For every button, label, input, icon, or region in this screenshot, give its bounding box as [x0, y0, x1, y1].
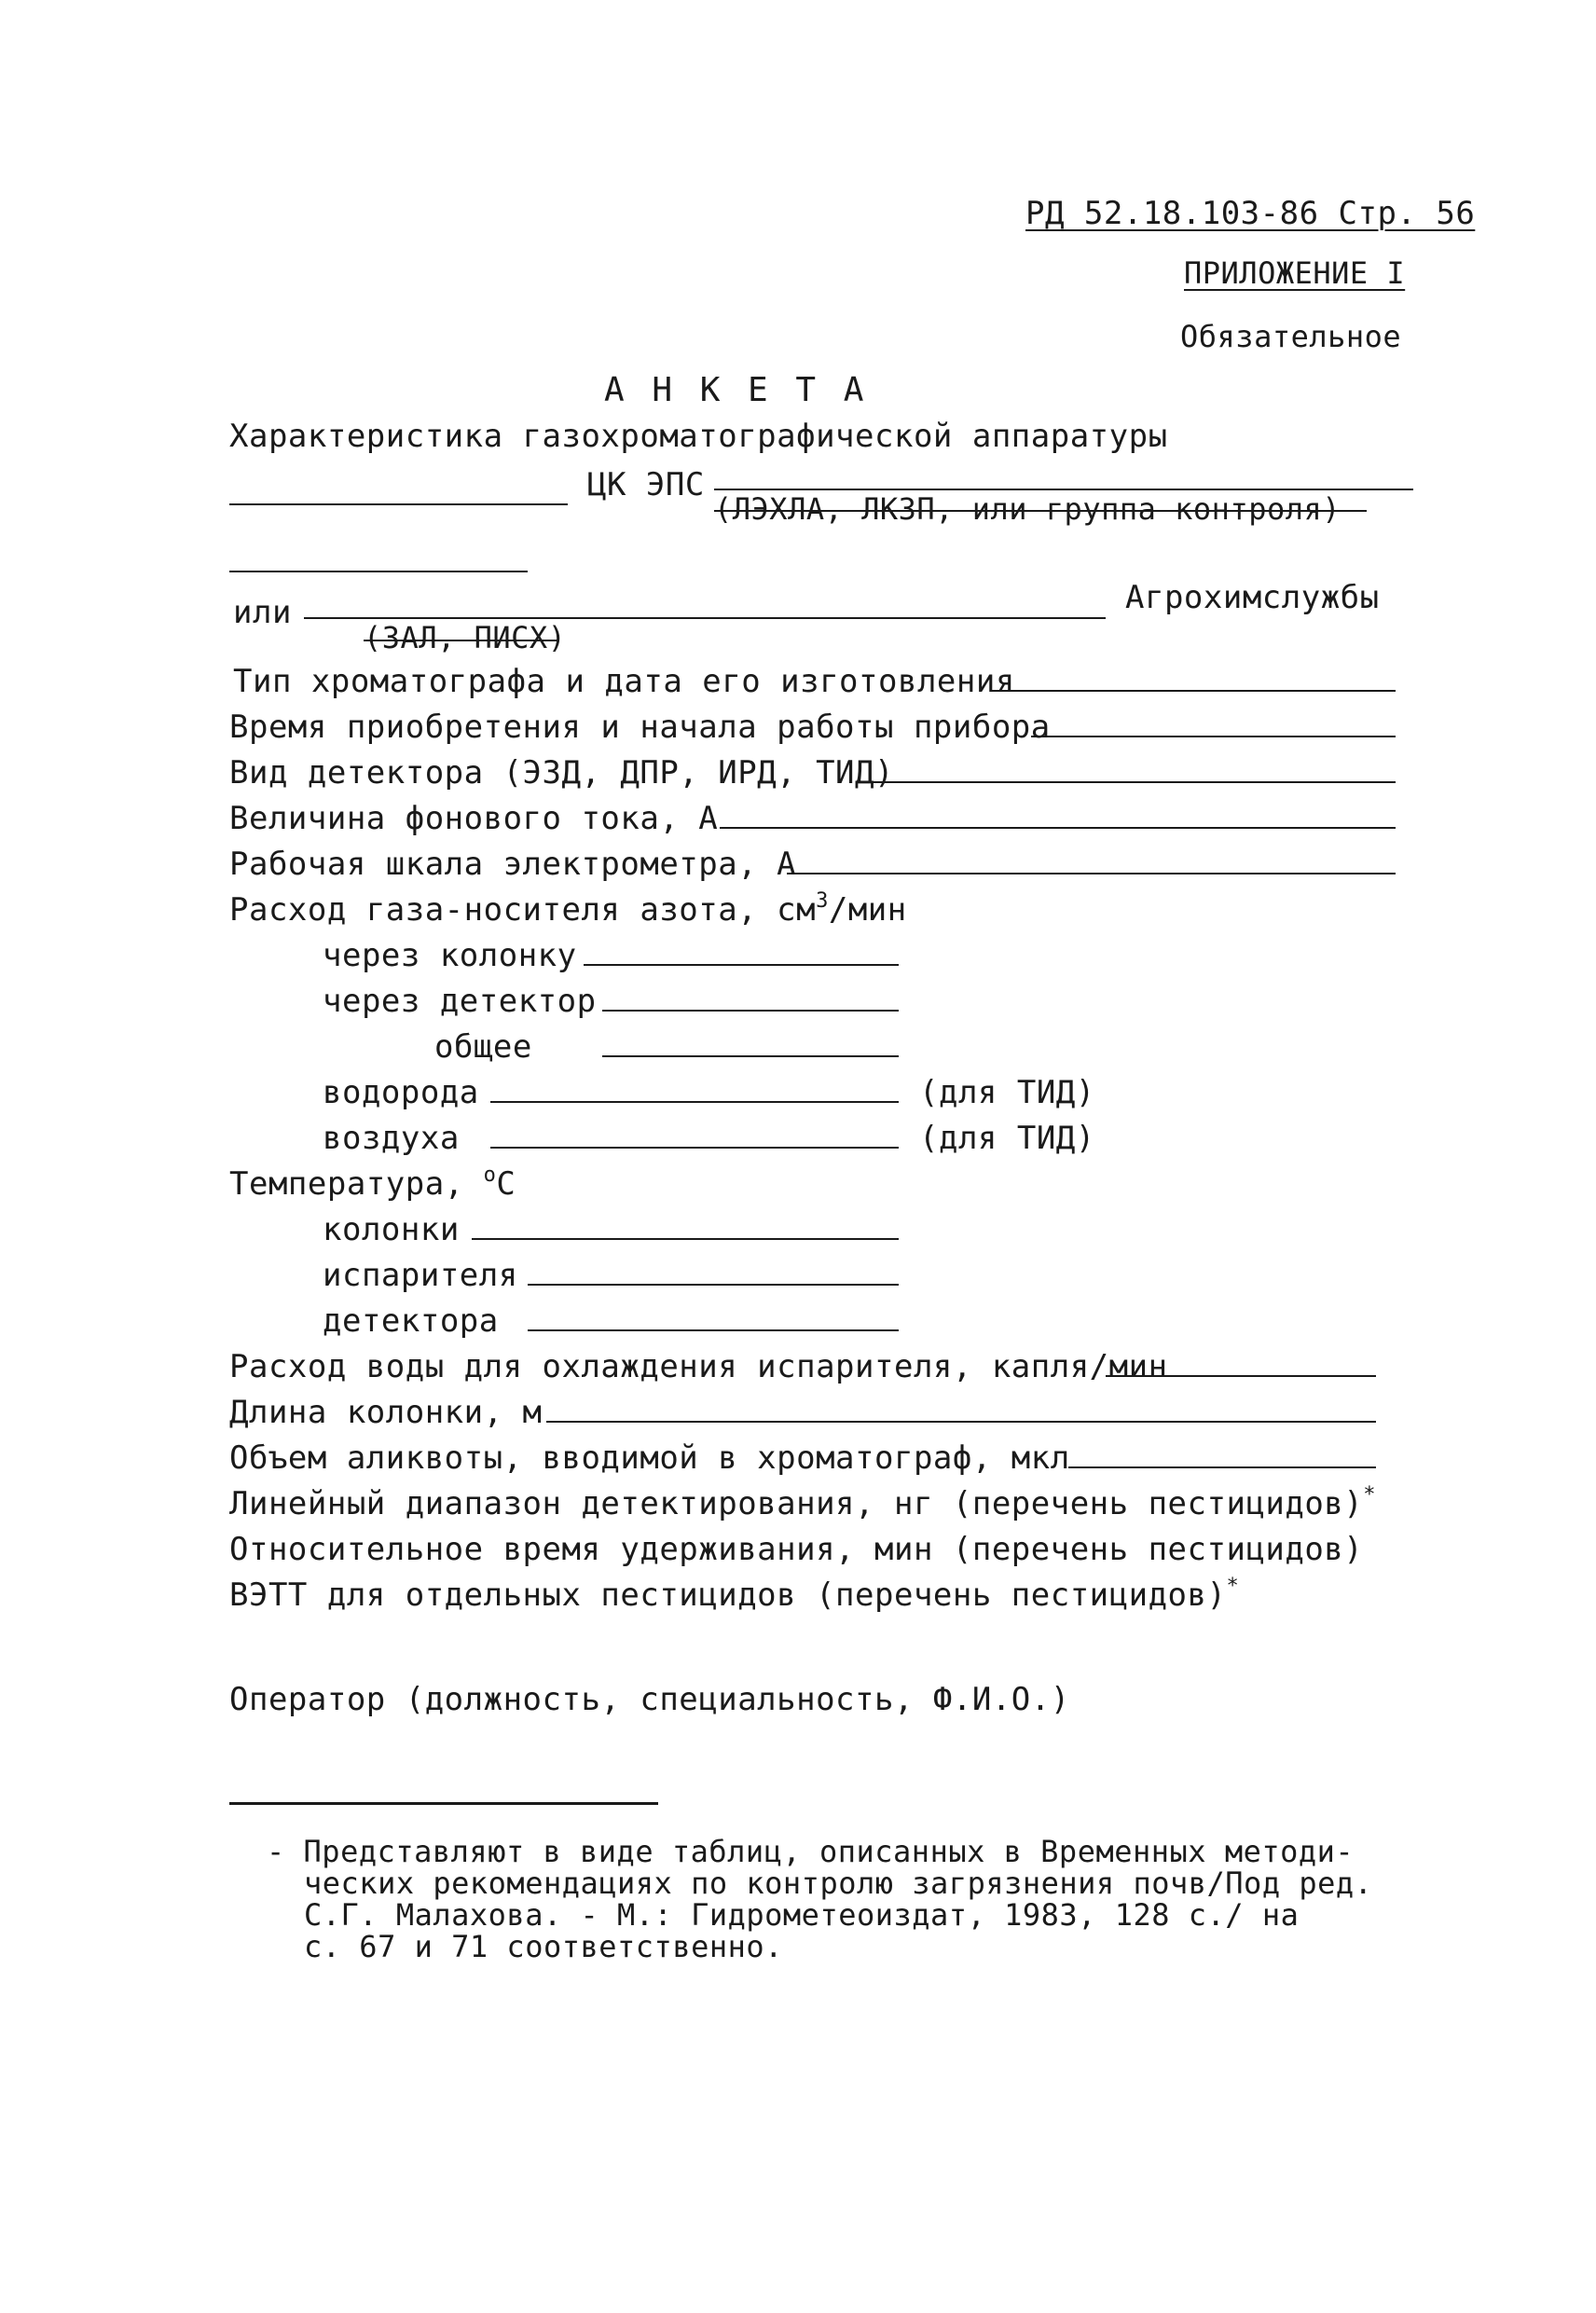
- or-label: или: [233, 594, 292, 631]
- footnote-separator: [229, 1802, 658, 1805]
- cts-type-line: [714, 489, 1413, 490]
- agro-hint-strike: [364, 640, 559, 641]
- footnote-line-4: с. 67 и 71 соответственно.: [304, 1929, 783, 1964]
- via-column-input[interactable]: [584, 964, 899, 966]
- work-scale-input[interactable]: [787, 873, 1396, 874]
- field-via-detector: через детектор: [323, 983, 597, 1020]
- field-total: общее: [434, 1028, 532, 1066]
- page-subtitle: Характеристика газохроматографической аппаратуры: [229, 418, 1168, 455]
- agro-label: Агрохимслужбы: [1125, 579, 1380, 616]
- field-column: колонки: [323, 1211, 460, 1248]
- column-length-input[interactable]: [546, 1421, 1376, 1423]
- field-via-column: через колонку: [323, 937, 577, 974]
- field-work-scale: Рабочая шкала электрометра, А: [229, 846, 797, 883]
- field-aliquot: Объем аликвоты, вводимой в хроматограф, мкл: [229, 1439, 1070, 1477]
- field-detector-type: Вид детектора (ЭЗД, ДПР, ИРД, ТИД): [229, 754, 894, 792]
- field-hydrogen: водорода: [323, 1074, 479, 1111]
- cts-hint: (ЛЭХЛА, ЛКЗП, или группа контроля): [714, 491, 1341, 527]
- document-reference: РД 52.18.103-86 Стр. 56: [1025, 195, 1476, 232]
- footnote-line-1: - Представляют в виде таблиц, описанных в Временных методи-: [267, 1834, 1355, 1869]
- field-linear-range: Линейный диапазон детектирования, нг (перечень пестицидов)*: [229, 1483, 1376, 1522]
- cts-hint-strike: [714, 510, 1367, 512]
- field-chrom-type: Тип хроматографа и дата его изготовления: [233, 663, 1015, 700]
- cts-label: ЦК ЭПС: [587, 466, 705, 503]
- chrom-type-input[interactable]: [990, 690, 1396, 692]
- field-evaporator: испарителя: [323, 1257, 518, 1294]
- aliquot-input[interactable]: [1068, 1466, 1376, 1468]
- agro-top-line: [229, 571, 528, 572]
- field-gas-flow: Расход газа-носителя азота, $см^3$/мин: [229, 889, 907, 929]
- agro-name-line: [304, 617, 1106, 619]
- appendix-label: ПРИЛОЖЕНИЕ I: [1184, 255, 1406, 291]
- hydrogen-input[interactable]: [490, 1101, 899, 1103]
- water-flow-input[interactable]: [1106, 1375, 1376, 1377]
- column-temp-input[interactable]: [472, 1238, 899, 1240]
- acq-time-input[interactable]: [1031, 736, 1396, 737]
- detector-temp-input[interactable]: [528, 1329, 899, 1331]
- field-water-flow: Расход воды для охлаждения испарителя, капля/мин: [229, 1348, 1168, 1385]
- hydrogen-for-tid: (для ТИД): [919, 1074, 1095, 1111]
- air-for-tid: (для ТИД): [919, 1120, 1095, 1157]
- operator-label: Оператор (должность, специальность, Ф.И.О.): [229, 1681, 1070, 1718]
- field-vett: ВЭТТ для отдельных пестицидов (перечень пестицидов)*: [229, 1575, 1240, 1614]
- air-input[interactable]: [490, 1147, 899, 1149]
- field-bg-current: Величина фонового тока, А: [229, 800, 719, 837]
- field-detector: детектора: [323, 1302, 499, 1340]
- bg-current-input[interactable]: [720, 827, 1396, 829]
- cts-name-line: [229, 503, 568, 505]
- field-column-length: Длина колонки, м: [229, 1394, 543, 1431]
- field-acq-time: Время приобретения и начала работы прибора: [229, 709, 1051, 746]
- agro-hint: (ЗАЛ, ПИСХ): [364, 620, 567, 655]
- evaporator-temp-input[interactable]: [528, 1284, 899, 1286]
- status-label: Обязательное: [1180, 319, 1402, 354]
- detector-type-input[interactable]: [861, 781, 1396, 783]
- field-temperature: Температура, $^о$С: [229, 1163, 516, 1203]
- footnote-line-3: С.Г. Малахова. - М.: Гидрометеоиздат, 1983, 128 с./ на: [304, 1897, 1300, 1933]
- total-input[interactable]: [602, 1055, 899, 1057]
- footnote-line-2: ческих рекомендациях по контролю загрязнения почв/Под ред.: [304, 1866, 1373, 1901]
- via-detector-input[interactable]: [602, 1010, 899, 1012]
- field-air: воздуха: [323, 1120, 460, 1157]
- page-title: А Н К Е Т А: [604, 371, 868, 409]
- field-retention: Относительное время удерживания, мин (перечень пестицидов): [229, 1531, 1364, 1568]
